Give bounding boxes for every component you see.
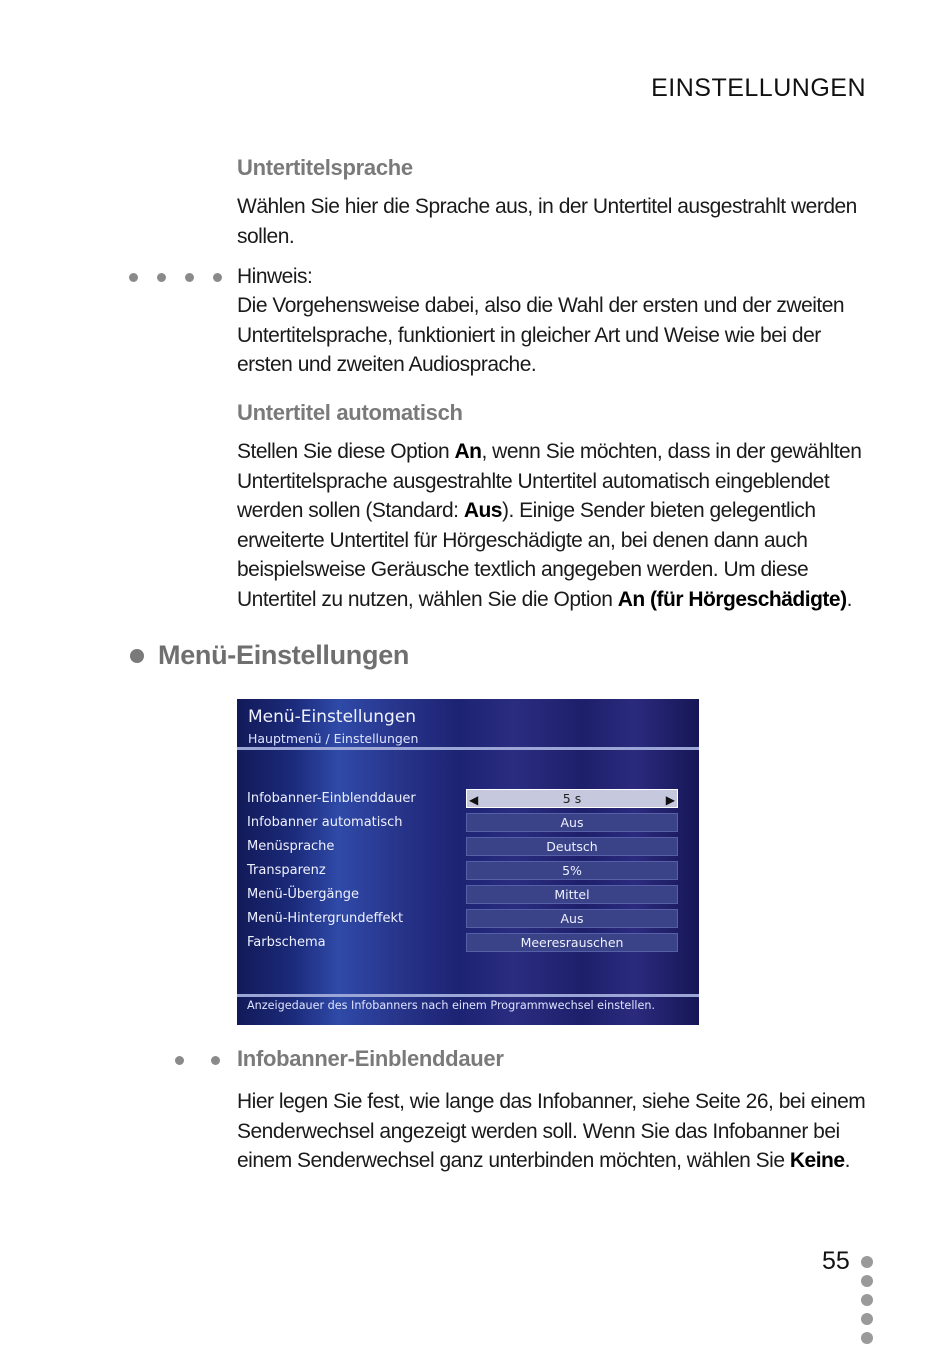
text-run: . bbox=[844, 1149, 850, 1172]
tv-row-label: Menü-Übergänge bbox=[247, 887, 359, 902]
edge-dot bbox=[861, 1256, 873, 1268]
note-dot bbox=[129, 273, 138, 282]
tv-row-label: Menüsprache bbox=[247, 839, 335, 854]
option-aus: Aus bbox=[463, 499, 502, 522]
tv-menu-row[interactable] bbox=[237, 787, 699, 811]
tv-divider bbox=[237, 747, 699, 750]
tv-row-label: Infobanner-Einblenddauer bbox=[247, 791, 416, 806]
page-edge-dots bbox=[861, 1256, 873, 1344]
tv-menu-screenshot bbox=[237, 699, 699, 1025]
section-menu-einstellungen bbox=[130, 640, 409, 671]
tv-status-text: Anzeigedauer des Infobanners nach einem Programmwechsel einstellen. bbox=[247, 999, 656, 1012]
option-keine: Keine bbox=[789, 1149, 845, 1172]
note-text: Die Vorgehensweise dabei, also die Wahl der ersten und der zweiten Untertitelsprache, funktioniert in gleicher Art und Weise wie bei der ersten und zweiten Audiosprache. bbox=[237, 294, 845, 376]
note-dot bbox=[185, 273, 194, 282]
option-an: An bbox=[454, 440, 482, 463]
section-bullet bbox=[130, 649, 144, 663]
note-label: Hinweis: bbox=[237, 265, 313, 288]
text-run: ). Einige Sender bieten gelegentlich erweiterte Untertitel für Hörgeschädigte an, bei denen dann auch beispielsweise Geräusche textlich angegeben werden. Um diese Untertitel zu nutzen, wählen Sie die Option bbox=[237, 499, 816, 611]
tv-row-label: Farbschema bbox=[247, 935, 326, 950]
tv-row-value[interactable]: Meeresrauschen bbox=[466, 933, 678, 952]
section-title: Menü-Einstellungen bbox=[158, 640, 410, 670]
subsection-marker-dots bbox=[175, 1056, 220, 1065]
text-run: , wenn Sie möchten, dass in der gewählten Untertitelsprache ausgestrahlte Untertitel automatisch eingeblendet werden sollen (Standard: bbox=[237, 440, 862, 522]
tv-row-label: Infobanner automatisch bbox=[247, 815, 403, 830]
edge-dot bbox=[861, 1313, 873, 1325]
heading-untertitel-automatisch: Untertitel automatisch bbox=[237, 400, 463, 425]
tv-menu-row[interactable] bbox=[237, 907, 699, 931]
note-dot bbox=[157, 273, 166, 282]
tv-row-value[interactable]: Mittel bbox=[466, 885, 678, 904]
tv-breadcrumb: Hauptmenü / Einstellungen bbox=[248, 731, 419, 746]
tv-menu-row[interactable] bbox=[237, 931, 699, 955]
tv-row-value[interactable]: Deutsch bbox=[466, 837, 678, 856]
tv-row-value[interactable]: Aus bbox=[466, 909, 678, 928]
tv-menu-row[interactable] bbox=[237, 859, 699, 883]
tv-row-value-selected[interactable] bbox=[466, 789, 678, 808]
heading-infobanner: Infobanner-Einblenddauer bbox=[237, 1046, 504, 1071]
edge-dot bbox=[861, 1294, 873, 1306]
page-number: 55 bbox=[822, 1247, 850, 1275]
heading-untertitelsprache: Untertitelsprache bbox=[237, 155, 413, 180]
tv-row-value[interactable]: 5% bbox=[466, 861, 678, 880]
tv-menu-row[interactable] bbox=[237, 811, 699, 835]
tv-divider bbox=[237, 994, 699, 997]
tv-row-value[interactable]: Aus bbox=[466, 813, 678, 832]
marker-dot bbox=[175, 1056, 184, 1065]
marker-dot bbox=[211, 1056, 220, 1065]
note-marker-dots bbox=[129, 273, 222, 282]
tv-menu-title: Menü-Einstellungen bbox=[248, 707, 417, 727]
note-dot bbox=[213, 273, 222, 282]
chapter-header: EINSTELLUNGEN bbox=[651, 74, 866, 102]
arrow-right-icon[interactable]: ▶ bbox=[665, 793, 675, 807]
text-run: Hier legen Sie fest, wie lange das Infobanner, siehe Seite 26, bei einem Senderwechsel angezeigt werden soll. Wenn Sie das Infobanner bei einem Senderwechsel ganz unterbinden möchten, wählen Sie bbox=[237, 1090, 866, 1172]
paragraph-untertitel-automatisch bbox=[237, 437, 877, 614]
edge-dot bbox=[861, 1332, 873, 1344]
tv-value-text: 5 s bbox=[562, 791, 582, 806]
tv-menu-row[interactable] bbox=[237, 835, 699, 859]
paragraph-untertitelsprache: Wählen Sie hier die Sprache aus, in der Untertitel ausgestrahlt werden sollen. bbox=[237, 195, 857, 248]
tv-row-label: Transparenz bbox=[247, 863, 326, 878]
tv-row-label: Menü-Hintergrundeffekt bbox=[247, 911, 404, 926]
text-run: Stellen Sie diese Option bbox=[237, 440, 455, 463]
edge-dot bbox=[861, 1275, 873, 1287]
tv-menu-row[interactable] bbox=[237, 883, 699, 907]
paragraph-infobanner bbox=[237, 1087, 877, 1176]
text-run: . bbox=[846, 587, 852, 611]
arrow-left-icon[interactable]: ◀ bbox=[469, 793, 479, 807]
option-an-hoergeschaedigte: An (für Hörgeschädigte) bbox=[617, 587, 847, 611]
